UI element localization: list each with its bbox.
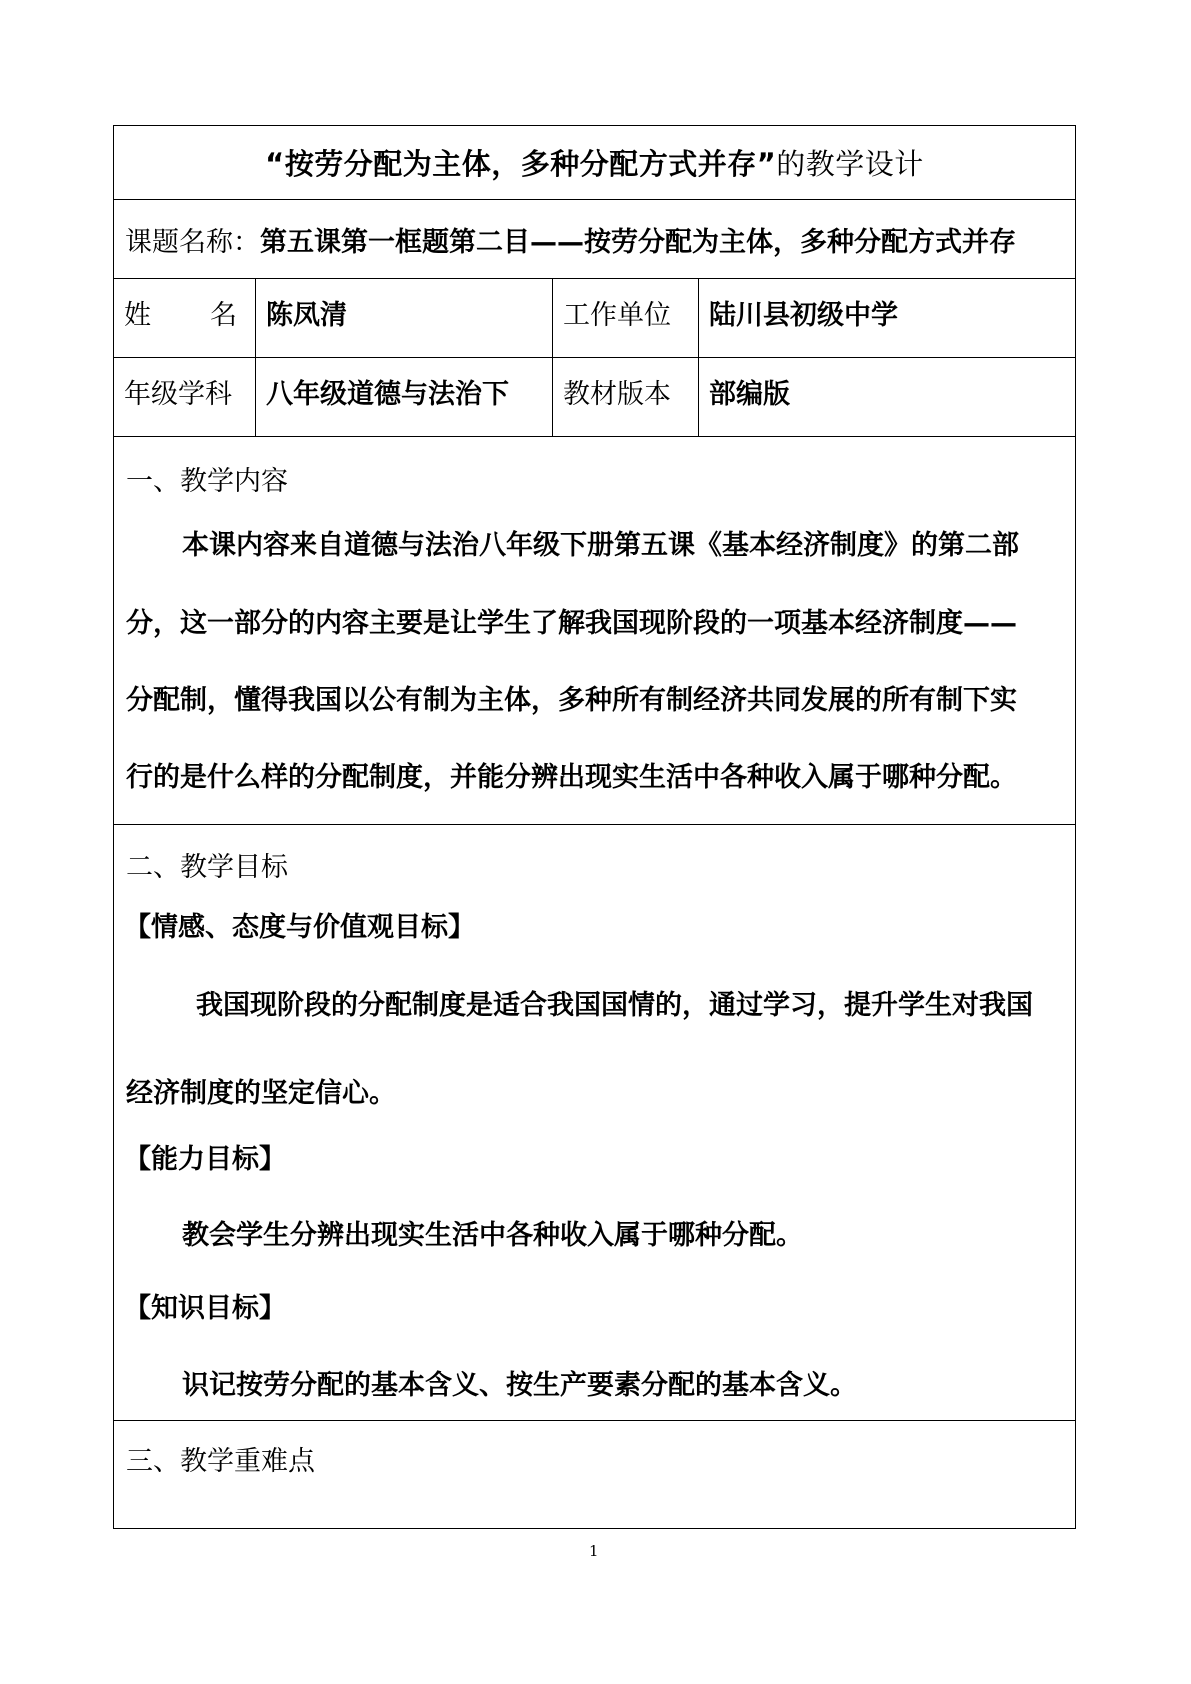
- section-heading: 三、教学重难点: [126, 1446, 315, 1477]
- paragraph-line: 本课内容来自道德与法治八年级下册第五课《基本经济制度》的第二部: [182, 530, 1019, 561]
- lesson-name-row: [114, 200, 1075, 279]
- lesson-plan-table: [113, 125, 1076, 1529]
- section-key-difficult-points: [114, 1421, 1075, 1528]
- name-value: 陈凤清: [256, 279, 553, 357]
- lesson-name-label: 课题名称：: [125, 226, 260, 258]
- title-row: [114, 126, 1075, 200]
- section-teaching-objectives: [114, 825, 1075, 1421]
- name-label-char-1: 姓: [124, 300, 151, 331]
- paragraph-line: 分配制，懂得我国以公有制为主体，多种所有制经济共同发展的所有制下实: [126, 685, 1017, 716]
- section-heading: 一、教学内容: [126, 466, 288, 497]
- section-heading: 二、教学目标: [126, 852, 288, 883]
- section-teaching-content: [114, 437, 1075, 825]
- teacher-info-row: [114, 279, 1075, 358]
- document-title-main: “按劳分配为主体，多种分配方式并存”: [265, 147, 777, 181]
- textbook-edition-value: 部编版: [709, 379, 790, 410]
- grade-subject-value: 八年级道德与法治下: [256, 358, 553, 436]
- paragraph-line: 识记按劳分配的基本含义、按生产要素分配的基本含义。: [182, 1370, 857, 1401]
- document-title-suffix: 的教学设计: [776, 147, 924, 181]
- name-label-char-2: 名: [210, 300, 237, 331]
- name-label: [114, 279, 256, 357]
- paragraph-line: 我国现阶段的分配制度是适合我国国情的，通过学习，提升学生对我国: [196, 990, 1033, 1021]
- subject-info-row: [114, 358, 1075, 437]
- subsection-title-ability: 【能力目标】: [124, 1144, 286, 1175]
- textbook-edition-label: 教材版本: [553, 358, 699, 436]
- work-unit-value: 陆川县初级中学: [709, 300, 898, 331]
- paragraph-line: 行的是什么样的分配制度，并能分辨出现实生活中各种收入属于哪种分配。: [126, 762, 1017, 793]
- subsection-title-knowledge: 【知识目标】: [124, 1293, 286, 1324]
- work-unit-label: 工作单位: [553, 279, 699, 357]
- page-number: 1: [589, 1542, 599, 1560]
- grade-subject-label: 年级学科: [114, 358, 256, 436]
- lesson-name-value: 第五课第一框题第二目——按劳分配为主体，多种分配方式并存: [260, 226, 1016, 258]
- subsection-title-emotion: 【情感、态度与价值观目标】: [124, 912, 475, 943]
- paragraph-line: 教会学生分辨出现实生活中各种收入属于哪种分配。: [182, 1220, 803, 1251]
- paragraph-line: 分，这一部分的内容主要是让学生了解我国现阶段的一项基本经济制度——: [126, 608, 1017, 639]
- paragraph-line: 经济制度的坚定信心。: [126, 1078, 396, 1109]
